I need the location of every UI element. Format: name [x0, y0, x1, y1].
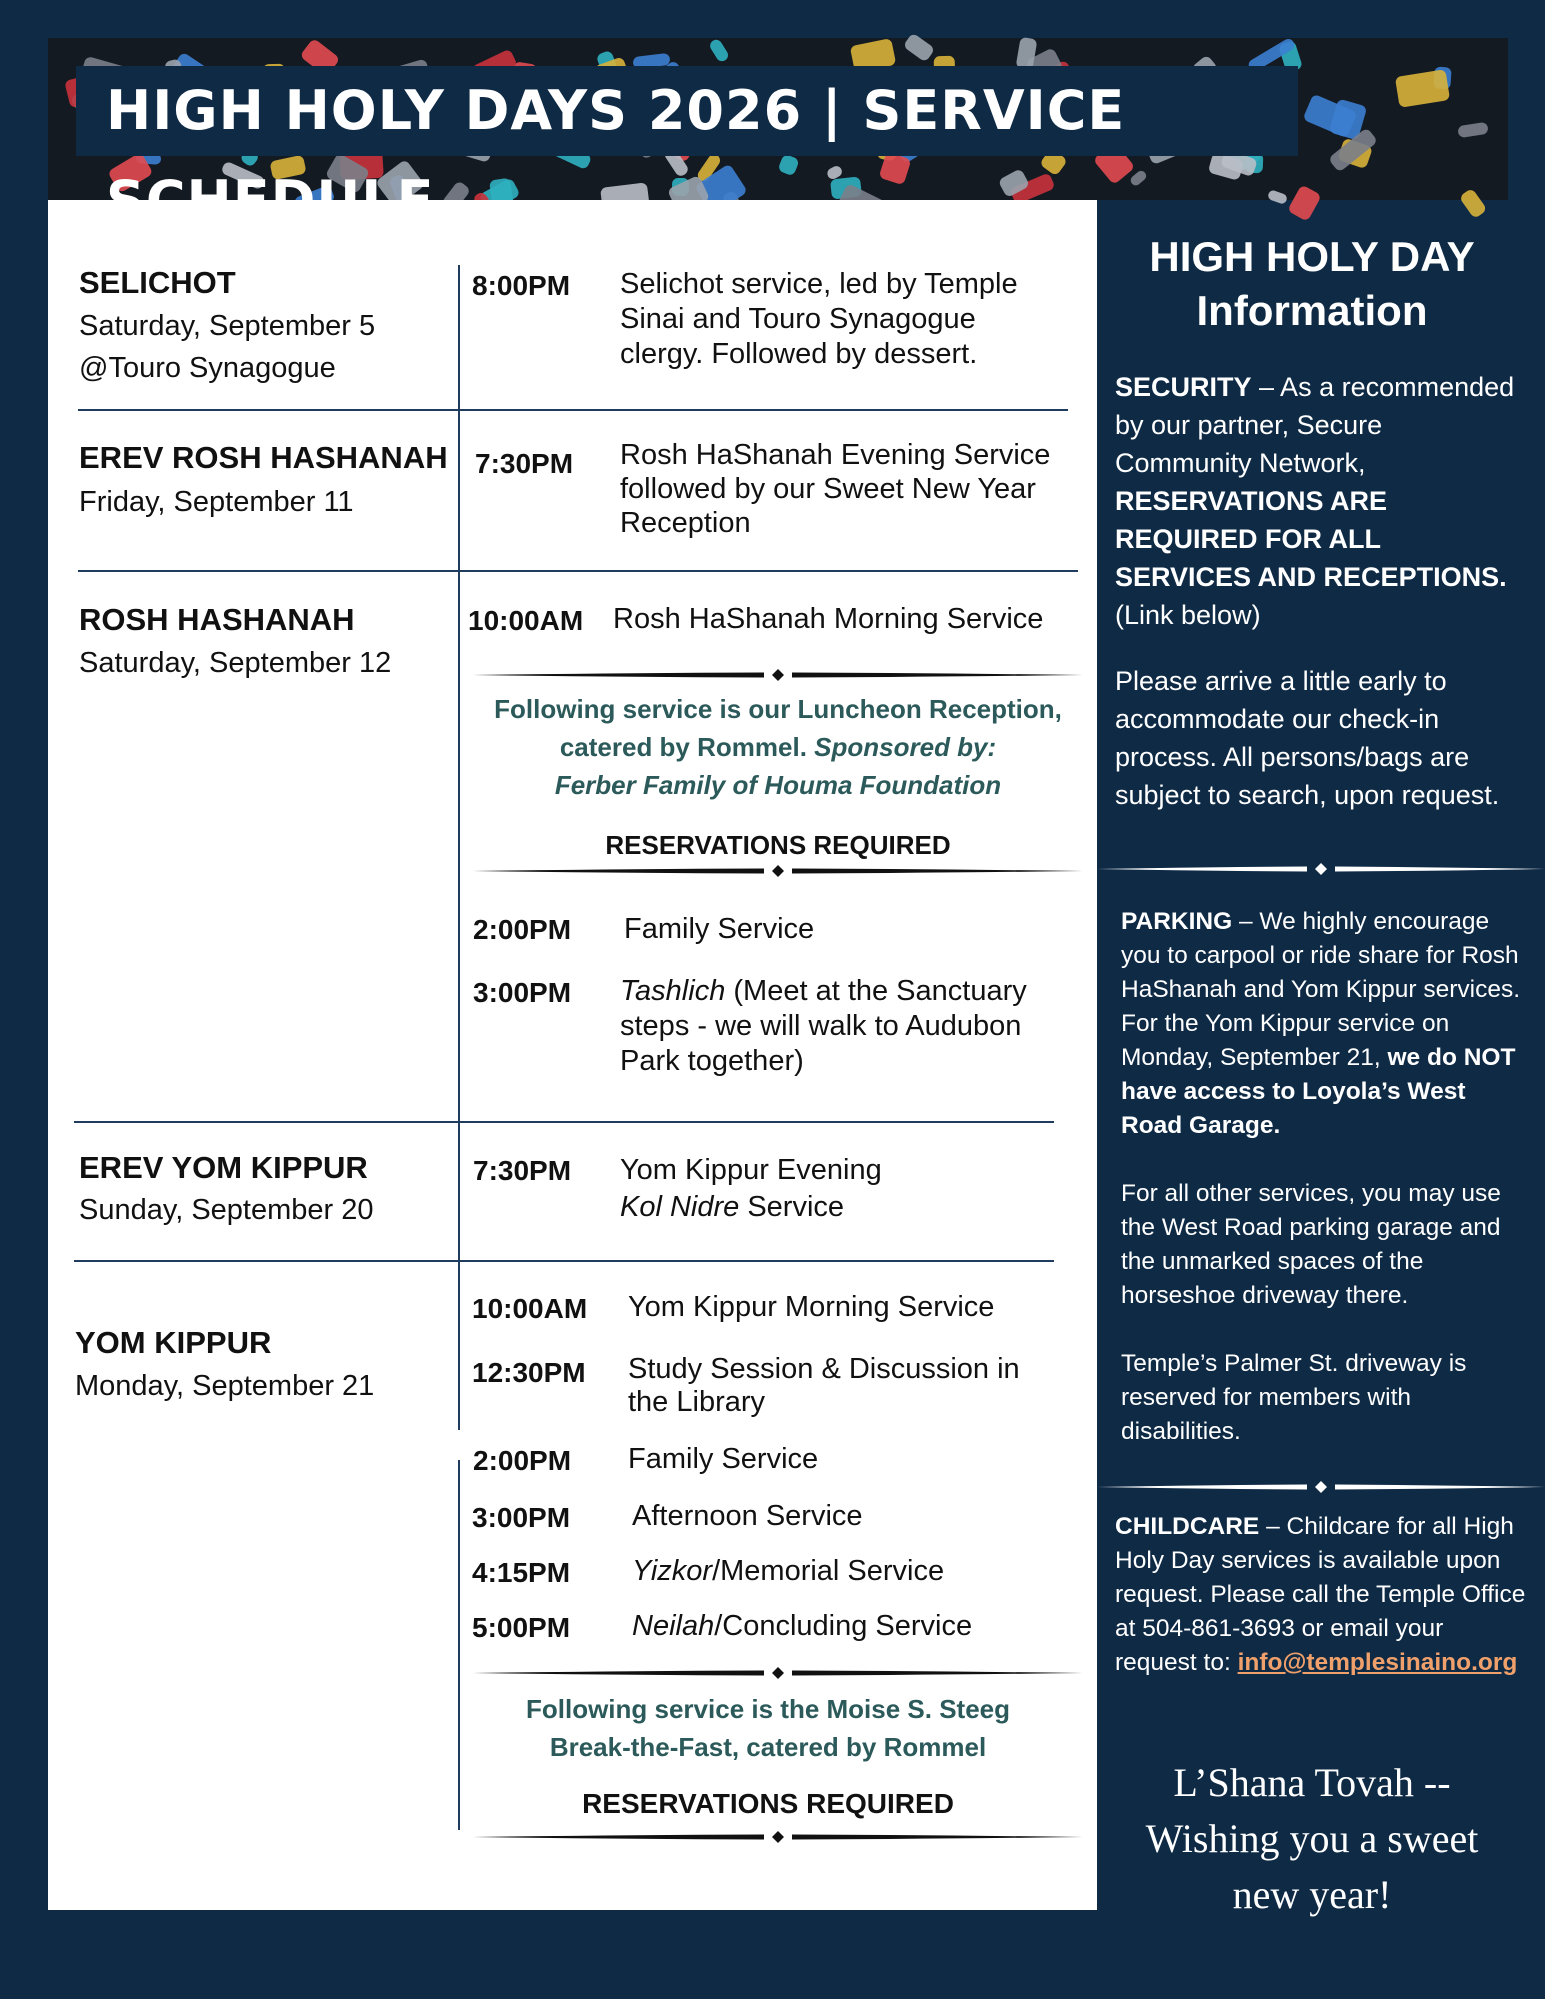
- event-date-erev-yom-kippur: Sunday, September 20: [79, 1194, 374, 1226]
- service-description: Yizkor/Memorial Service: [632, 1555, 945, 1587]
- ornamental-divider: [1097, 862, 1545, 876]
- service-time: 3:00PM: [472, 1502, 571, 1533]
- row-divider: [74, 1260, 1054, 1262]
- ornamental-divider: [473, 1666, 1083, 1680]
- ornamental-divider: [473, 864, 1083, 878]
- event-date-selichot: Saturday, September 5: [79, 310, 376, 342]
- page-title: HIGH HOLY DAYS 2026 | SERVICE: [76, 66, 1298, 156]
- service-time: 2:00PM: [473, 914, 572, 945]
- schedule-vertical-divider-lower: [458, 1460, 460, 1830]
- event-date-erev-rosh-hashanah: Friday, September 11: [79, 486, 354, 518]
- luncheon-note: Following service is our Luncheon Reception, catered by Rommel. Sponsored by: Ferber Family of Houma Foundation: [494, 694, 1062, 800]
- event-name-erev-rosh-hashanah: EREV ROSH HASHANAH: [79, 440, 448, 475]
- service-time: 3:00PM: [473, 977, 572, 1008]
- service-time: 7:30PM: [473, 1155, 572, 1186]
- info-sidebar: [1097, 200, 1545, 1917]
- schedule-vertical-divider: [458, 265, 460, 1430]
- event-date-yom-kippur: Monday, September 21: [75, 1370, 375, 1402]
- event-name-selichot: SELICHOT: [79, 265, 236, 300]
- service-description: Family Service: [628, 1443, 819, 1475]
- event-name-erev-yom-kippur: EREV YOM KIPPUR: [79, 1150, 368, 1185]
- service-description: Yom Kippur Evening Kol Nidre Service: [620, 1154, 882, 1223]
- service-time: 10:00AM: [468, 605, 584, 636]
- sidebar-title: HIGH HOLY DAY Information: [1149, 233, 1475, 334]
- service-time: 10:00AM: [472, 1293, 588, 1324]
- service-description: Neilah/Concluding Service: [632, 1610, 973, 1642]
- break-fast-note: Following service is the Moise S. Steeg Break-the-Fast, catered by Rommel: [525, 1694, 1011, 1762]
- service-time: 2:00PM: [473, 1445, 572, 1476]
- row-divider: [78, 570, 1078, 572]
- service-description: Tashlich (Meet at the Sanctuary steps - we will walk to Audubon Park together): [620, 975, 1027, 1077]
- security-info: SECURITY – As a recommended by our partner, Secure Community Network, RESERVATIONS ARE REQUIRED FOR ALL SERVICES AND RECEPTIONS. (Link below) Please arrive a little early to accommodate our check-in process. All persons/bags are subject to search, upon request.: [1115, 372, 1515, 810]
- row-divider: [74, 1121, 1054, 1123]
- service-time: 8:00PM: [472, 270, 571, 301]
- email-link[interactable]: info@templesinaino.org: [1237, 1649, 1518, 1676]
- schedule-panel: [48, 200, 1097, 1910]
- service-description: Yom Kippur Morning Service: [628, 1291, 995, 1323]
- childcare-info: CHILDCARE – Childcare for all High Holy Day services is available upon request. Please call the Temple Office at 504-861-3693 or email your request to: info@templesinaino.org: [1115, 1513, 1526, 1676]
- header-banner: [48, 38, 1508, 200]
- event-name-rosh-hashanah: ROSH HASHANAH: [79, 602, 355, 637]
- row-divider: [78, 409, 1068, 411]
- service-description: Afternoon Service: [632, 1500, 863, 1532]
- service-description: Selichot service, led by Temple Sinai and Touro Synagogue clergy. Followed by dessert.: [620, 268, 1018, 370]
- event-date-rosh-hashanah: Saturday, September 12: [79, 647, 392, 679]
- closing-message: L’Shana Tovah -- Wishing you a sweet new year!: [1145, 1760, 1479, 1917]
- service-description: Family Service: [624, 913, 815, 945]
- reservations-required: RESERVATIONS REQUIRED: [605, 830, 951, 860]
- service-description: Rosh HaShanah Evening Service followed by our Sweet New Year Reception: [620, 439, 1051, 539]
- event-location-selichot: @Touro Synagogue: [79, 352, 336, 384]
- ornamental-divider: [473, 1830, 1083, 1844]
- ornamental-divider: [1097, 1480, 1545, 1494]
- service-description: Rosh HaShanah Morning Service: [613, 603, 1044, 635]
- event-name-yom-kippur: YOM KIPPUR: [75, 1325, 272, 1360]
- service-time: 4:15PM: [472, 1557, 571, 1588]
- ornamental-divider: [473, 668, 1083, 682]
- service-description: Study Session & Discussion in the Library: [628, 1353, 1020, 1418]
- service-time: 5:00PM: [472, 1612, 571, 1643]
- service-time: 7:30PM: [475, 448, 574, 479]
- reservations-required: RESERVATIONS REQUIRED: [582, 1788, 954, 1819]
- service-time: 12:30PM: [472, 1357, 586, 1388]
- parking-info: PARKING – We highly encourage you to carpool or ride share for Rosh HaShanah and Yom Kippur services. For the Yom Kippur service on Monday, September 21, we do NOT have access to Loyola’s West Road Garage. For all other services, you may use the West Road parking garage and the unmarked spaces of the horseshoe driveway there. Temple’s Palmer St. driveway is reserved for members with disabilities.: [1121, 908, 1521, 1445]
